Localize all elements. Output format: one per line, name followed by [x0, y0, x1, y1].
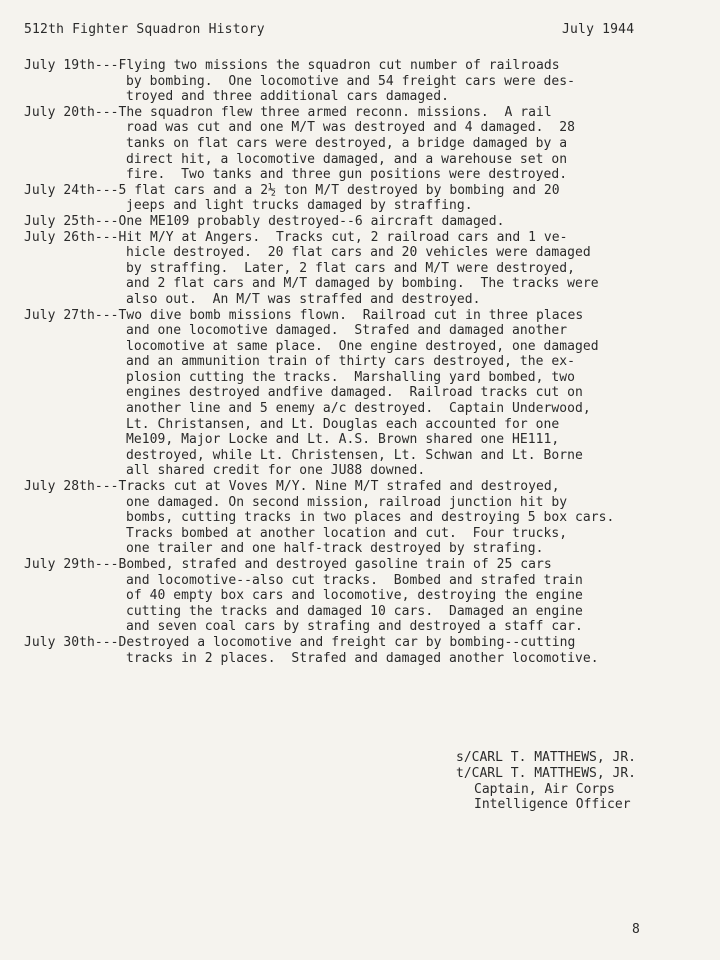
entry-line: plosion cutting the tracks. Marshalling yard bombed, two: [126, 369, 575, 385]
entry-line: tanks on flat cars were destroyed, a bridge damaged by a: [126, 135, 568, 151]
entry-line: and one locomotive damaged. Strafed and damaged another: [126, 323, 568, 339]
typed-name: t/CARL T. MATTHEWS, JR.: [456, 765, 637, 781]
document-date: July 1944: [562, 22, 635, 37]
entry-line: road was cut and one M/T was destroyed and 4 damaged. 28: [126, 120, 575, 136]
entry-line: tracks in 2 places. Strafed and damaged another locomotive.: [126, 650, 599, 666]
entry-line: by straffing. Later, 2 flat cars and M/T were destroyed,: [126, 260, 575, 276]
entry-line: and locomotive--also cut tracks. Bombed and strafed train: [126, 572, 583, 588]
history-entry: [24, 635, 684, 666]
history-entry: [24, 230, 684, 308]
entry-first-line: July 19th---Flying two missions the squadron cut number of railroads: [24, 58, 560, 73]
history-entry: [24, 214, 684, 230]
entry-line: direct hit, a locomotive damaged, and a warehouse set on: [126, 151, 568, 167]
entry-line: and an ammunition train of thirty cars destroyed, the ex-: [126, 354, 575, 370]
signed-name: s/CARL T. MATTHEWS, JR.: [456, 750, 637, 765]
entry-line: locomotive at same place. One engine destroyed, one damaged: [126, 338, 599, 354]
entry-first-line: July 30th---Destroyed a locomotive and freight car by bombing--cutting: [24, 634, 576, 650]
entry-line: jeeps and light trucks damaged by straffing.: [126, 198, 473, 214]
entry-first-line: July 26th---Hit M/Y at Angers. Tracks cut, 2 railroad cars and 1 ve-: [24, 229, 568, 245]
entry-line: by bombing. One locomotive and 54 freight cars were des-: [126, 73, 575, 89]
entry-line: bombs, cutting tracks in two places and destroying 5 box cars.: [126, 510, 615, 526]
history-entries: [24, 58, 684, 666]
entry-first-line: July 28th---Tracks cut at Voves M/Y. Nine M/T strafed and destroyed,: [24, 479, 560, 495]
entry-line: troyed and three additional cars damaged.: [126, 89, 449, 105]
entry-first-line: July 25th---One ME109 probably destroyed--6 aircraft damaged.: [24, 213, 505, 229]
entry-line: of 40 empty box cars and locomotive, destroying the engine: [126, 588, 583, 604]
history-entry: [24, 479, 684, 557]
entry-line: Me109, Major Locke and Lt. A.S. Brown shared one HE111,: [126, 432, 560, 448]
entry-first-line: July 20th---The squadron flew three armed reconn. missions. A rail: [24, 104, 552, 120]
entry-line: and 2 flat cars and M/T damaged by bombing. The tracks were: [126, 276, 599, 292]
entry-first-line: July 29th---Bombed, strafed and destroyed gasoline train of 25 cars: [24, 557, 552, 572]
entry-line: and seven coal cars by strafing and destroyed a staff car.: [126, 619, 583, 635]
entry-line: cutting the tracks and damaged 10 cars. Damaged an engine: [126, 603, 583, 619]
signature-block: [456, 750, 636, 813]
page-number: 8: [632, 922, 640, 937]
entry-line: engines destroyed andfive damaged. Railroad tracks cut on: [126, 385, 583, 401]
history-entry: [24, 105, 684, 183]
entry-line: hicle destroyed. 20 flat cars and 20 vehicles were damaged: [126, 245, 591, 261]
officer-rank: Captain, Air Corps: [474, 781, 615, 797]
entry-line: another line and 5 enemy a/c destroyed. Captain Underwood,: [126, 401, 591, 417]
history-entry: [24, 58, 684, 105]
entry-first-line: July 27th---Two dive bomb missions flown. Railroad cut in three places: [24, 307, 584, 323]
entry-line: destroyed, while Lt. Christensen, Lt. Schwan and Lt. Borne: [126, 447, 583, 463]
history-entry: [24, 557, 684, 635]
entry-line: fire. Two tanks and three gun positions were destroyed.: [126, 167, 568, 183]
entry-first-line: July 24th---5 flat cars and a 2½ ton M/T destroyed by bombing and 20: [24, 182, 560, 198]
entry-line: all shared credit for one JU88 downed.: [126, 463, 426, 479]
officer-role: Intelligence Officer: [474, 797, 631, 813]
history-entry: [24, 308, 684, 480]
entry-line: Tracks bombed at another location and cut. Four trucks,: [126, 525, 568, 541]
entry-line: Lt. Christansen, and Lt. Douglas each accounted for one: [126, 416, 560, 432]
entry-line: one trailer and one half-track destroyed by strafing.: [126, 541, 544, 557]
entry-line: one damaged. On second mission, railroad junction hit by: [126, 494, 568, 510]
entry-line: also out. An M/T was straffed and destroyed.: [126, 291, 481, 307]
document-title: 512th Fighter Squadron History: [24, 22, 265, 37]
history-entry: [24, 183, 684, 214]
